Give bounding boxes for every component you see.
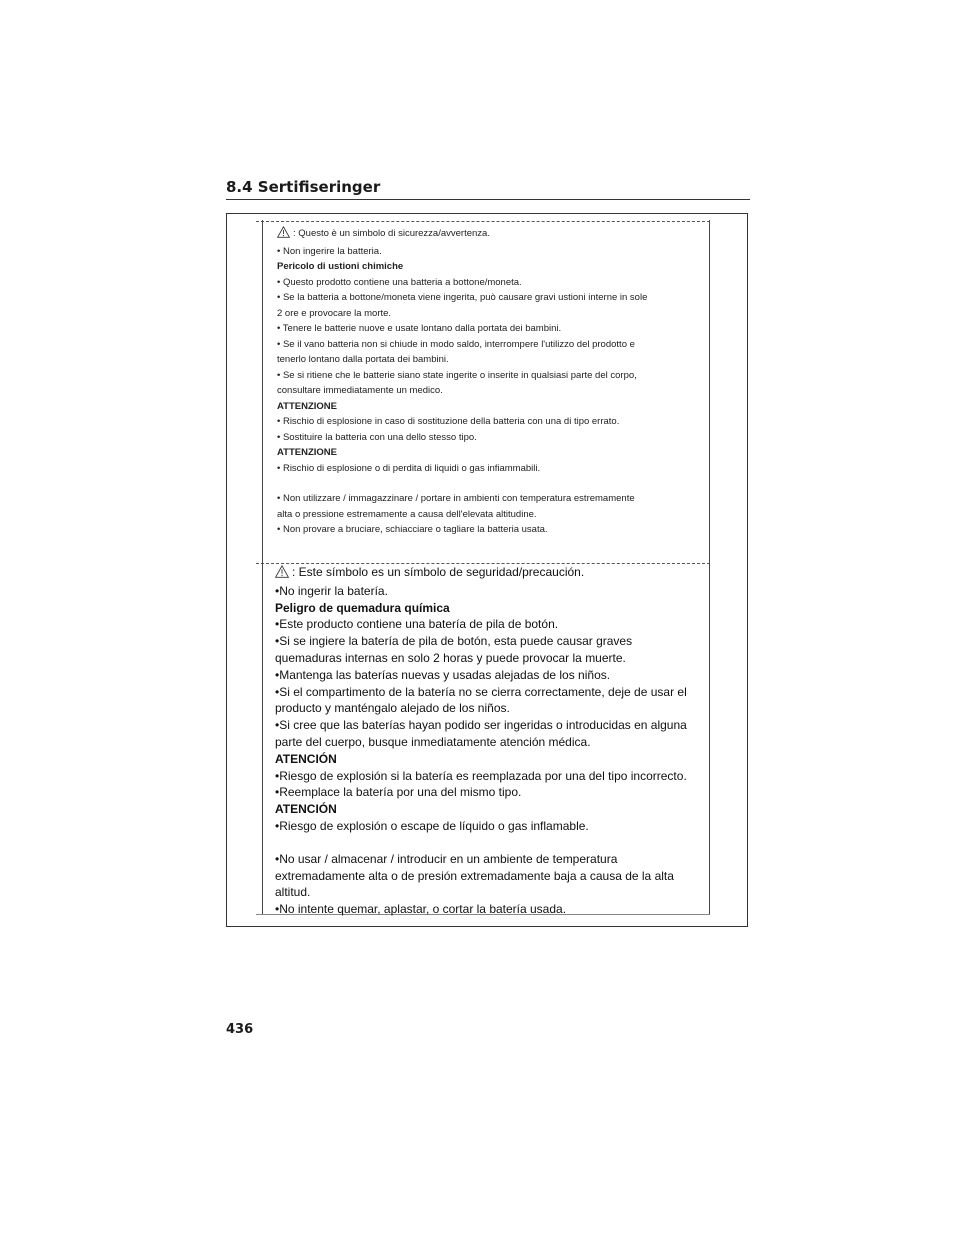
list-item: • Se il vano batteria non si chiude in modo saldo, interrompere l'utilizzo del prodotto e — [277, 338, 635, 350]
spanish-symbol-text: : Este símbolo es un símbolo de seguridad/precaución. — [292, 565, 585, 579]
list-item: •Reemplace la batería por una del mismo tipo. — [275, 785, 522, 800]
italian-heading-attention-2: ATTENZIONE — [277, 447, 337, 458]
list-item: •No usar / almacenar / introducir en un ambiente de temperatura — [275, 851, 618, 866]
list-item-cont: quemaduras internas en solo 2 horas y puede provocar la muerte. — [275, 650, 626, 665]
section-title: 8.4 Sertifiseringer — [226, 178, 381, 196]
warning-triangle-icon — [275, 565, 289, 583]
spacer — [277, 476, 701, 491]
list-item: • Non ingerire la batteria. — [277, 245, 382, 257]
list-item-cont: parte del cuerpo, busque inmediatamente atención médica. — [275, 734, 591, 749]
list-item: • Tenere le batterie nuove e usate lontano dalla portata dei bambini. — [277, 323, 562, 334]
list-item: •Mantenga las baterías nuevas y usadas alejadas de los niños. — [275, 667, 611, 682]
list-item: •Si el compartimento de la batería no se cierra correctamente, deje de usar el — [275, 684, 687, 699]
section-rule — [226, 199, 750, 200]
list-item-cont: alta o pressione estremamente a causa dell'elevata altitudine. — [277, 508, 537, 520]
list-item: • Sostituire la batteria con una dello stesso tipo. — [277, 431, 477, 443]
list-item: • Non provare a bruciare, schiacciare o tagliare la batteria usata. — [277, 524, 548, 535]
list-item: • Non utilizzare / immagazzinare / portare in ambienti con temperatura estremamente — [277, 493, 635, 504]
spanish-heading-attention-2: ATENCIÓN — [275, 802, 337, 817]
list-item: • Se si ritiene che le batterie siano state ingerite o inserite in qualsiasi parte del corpo, — [277, 369, 637, 381]
list-item-cont: extremadamente alta o de presión extremadamente baja a causa de la alta — [275, 868, 674, 883]
page-number: 436 — [226, 1022, 254, 1037]
list-item: •No intente quemar, aplastar, o cortar la batería usada. — [275, 902, 567, 917]
list-item: •Riesgo de explosión si la batería es reemplazada por una del tipo incorrecto. — [275, 768, 687, 783]
list-item-cont: producto y manténgalo alejado de los niños. — [275, 701, 510, 716]
list-item-cont: altitud. — [275, 885, 311, 900]
section-header — [226, 178, 750, 200]
list-item: • Se la batteria a bottone/moneta viene ingerita, può causare gravi ustioni interne in sole — [277, 292, 648, 303]
spanish-heading-attention-1: ATENCIÓN — [275, 751, 337, 766]
list-item: •Riesgo de explosión o escape de líquido o gas inflamable. — [275, 818, 589, 833]
list-item: •No ingerir la batería. — [275, 583, 388, 598]
italian-heading-chemical: Pericolo di ustioni chimiche — [277, 261, 404, 272]
list-item: •Si cree que las baterías hayan podido ser ingeridas o introducidas en alguna — [275, 718, 687, 733]
italian-symbol-line — [277, 226, 701, 244]
list-item-cont: consultare immediatamente un medico. — [277, 385, 443, 396]
list-item: •Si se ingiere la batería de pila de botón, esta puede causar graves — [275, 634, 633, 649]
italian-symbol-text: : Questo è un simbolo di sicurezza/avvertenza. — [293, 228, 490, 239]
list-item: • Rischio di esplosione o di perdita di liquidi o gas infiammabili. — [277, 462, 541, 474]
list-item-cont: 2 ore e provocare la morte. — [277, 307, 392, 319]
label-top-rule — [256, 221, 710, 222]
spanish-symbol-line — [275, 564, 705, 583]
list-item: • Rischio di esplosione in caso di sostituzione della batteria con una di tipo errato. — [277, 416, 620, 427]
list-item: •Este producto contiene una batería de pila de botón. — [275, 617, 559, 632]
warning-triangle-icon — [277, 226, 290, 244]
list-item-cont: tenerlo lontano dalla portata dei bambini. — [277, 354, 449, 365]
spacer — [275, 835, 705, 851]
spanish-heading-chemical: Peligro de quemadura química — [275, 600, 450, 615]
italian-heading-attention-1: ATTENZIONE — [277, 400, 337, 412]
spanish-warning-text — [275, 564, 705, 918]
italian-warning-text — [277, 226, 701, 538]
list-item: • Questo prodotto contiene una batteria a bottone/moneta. — [277, 276, 522, 288]
